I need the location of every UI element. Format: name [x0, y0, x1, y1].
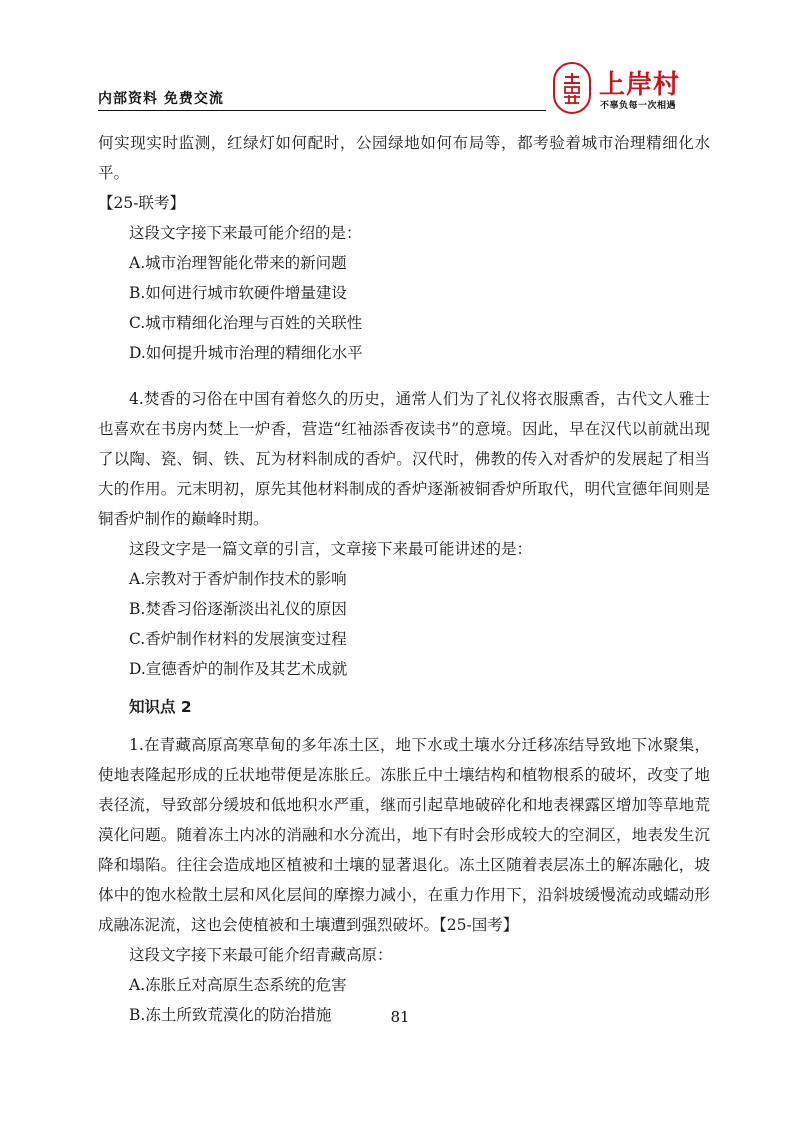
k1-option-b: B.冻土所致荒漠化的防治措施	[129, 1006, 332, 1024]
spacer	[98, 722, 710, 730]
knowledge-point-heading: 知识点 2	[129, 698, 192, 716]
q4-passage: 4.焚香的习俗在中国有着悠久的历史，通常人们为了礼仪将衣服熏香，古代文人雅士也喜欢在书房内焚上一炉香，营造“红袖添香夜读书”的意境。因此，早在汉代以前就出现了以陶、瓷、铜、铁、瓦为材料制成的香炉。汉代时，佛教的传入对香炉的发展起了相当大的作用。元末明初，原先其他材料制成的香炉逐渐被铜香炉所取代，明代宣德年间则是铜香炉制作的巅峰时期。	[98, 390, 710, 528]
spacer	[98, 368, 710, 384]
source-tag: 【25-联考】	[98, 194, 185, 212]
page-header	[98, 58, 708, 118]
brand-name: 上岸村	[599, 70, 681, 100]
brand-logo	[553, 58, 713, 120]
seal-glyph-icon	[561, 71, 583, 105]
brand-slogan: 不辜负每一次相遇	[600, 101, 677, 111]
k1-passage: 1.在青藏高原高寒草甸的多年冻土区，地下水或土壤水分迁移冻结导致地下冰聚集，使地表隆起形成的丘状地带便是冻胀丘。冻胀丘中土壤结构和植物根系的破坏，改变了地表径流，导致部分缓坡和低地积水严重，继而引起草地破碎化和地表裸露区增加等草地荒漠化问题。随着冻土内冰的消融和水分流出，地下有时会形成较大的空洞区，地表发生沉降和塌陷。往往会造成地区植被和土壤的显著退化。冻土区随着表层冻土的解冻融化，坡体中的饱水检散土层和风化层间的摩擦力减小，在重力作用下，沿斜坡缓慢流动或蠕动形成融冻泥流，这也会使植被和土壤遭到强烈破坏。【25-国考】	[98, 736, 710, 934]
q4-option-b: B.焚香习俗逐渐淡出礼仪的原因	[129, 600, 347, 618]
k1-option-a: A.冻胀丘对高原生态系统的危害	[129, 976, 347, 994]
k1-question: 这段文字接下来最可能介绍青藏高原：	[129, 946, 393, 964]
q3-option-c: C.城市精细化治理与百姓的关联性	[129, 314, 363, 332]
continued-line: 何实现实时监测，红绿灯如何配时，公园绿地如何布局等，都考验着城市治理精细化水平。	[98, 134, 710, 182]
q4-question: 这段文字是一篇文章的引言，文章接下来最可能讲述的是：	[129, 540, 533, 558]
q4-option-a: A.宗教对于香炉制作技术的影响	[129, 570, 347, 588]
seal-icon	[553, 62, 591, 114]
q3-option-a: A.城市治理智能化带来的新问题	[129, 254, 347, 272]
q4-option-c: C.香炉制作材料的发展演变过程	[129, 630, 347, 648]
q3-option-d: D.如何提升城市治理的精细化水平	[129, 344, 363, 362]
spacer	[98, 684, 710, 692]
q3-option-b: B.如何进行城市软硬件增量建设	[129, 284, 347, 302]
header-rule	[98, 110, 546, 111]
header-label: 内部资料 免费交流	[98, 91, 224, 107]
page-number: 81	[390, 1008, 410, 1026]
q3-question: 这段文字接下来最可能介绍的是：	[129, 224, 362, 242]
page-content	[98, 128, 710, 1030]
q4-option-d: D.宣德香炉的制作及其艺术成就	[129, 660, 348, 678]
